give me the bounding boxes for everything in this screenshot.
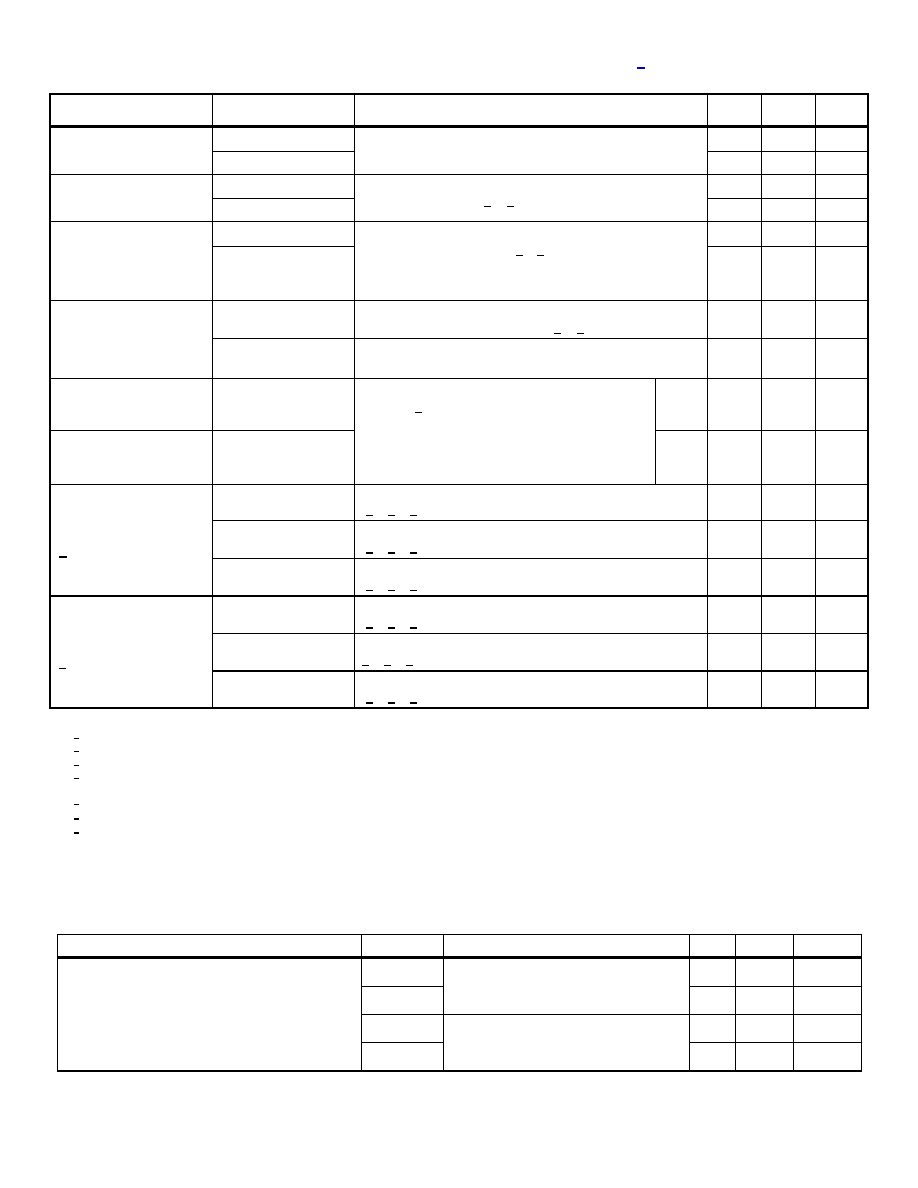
overbar-mark bbox=[366, 702, 373, 704]
table-header-divider bbox=[57, 956, 862, 959]
overbar-mark bbox=[384, 665, 391, 666]
overbar-mark bbox=[406, 665, 413, 666]
overbar-mark bbox=[577, 333, 584, 334]
overbar-mark bbox=[484, 206, 491, 207]
overbar-mark bbox=[388, 702, 395, 704]
footnote-mark bbox=[74, 818, 79, 820]
overbar-mark bbox=[388, 552, 395, 554]
overbar-mark bbox=[366, 627, 373, 629]
footnote-mark bbox=[74, 738, 79, 739]
overbar-mark bbox=[410, 515, 417, 516]
overbar-mark bbox=[537, 255, 544, 256]
overbar-mark bbox=[554, 333, 561, 334]
overbar-mark bbox=[388, 627, 395, 629]
overbar-mark bbox=[366, 515, 373, 516]
overbar-mark bbox=[410, 552, 417, 554]
overbar-mark bbox=[410, 627, 417, 629]
overbar-mark bbox=[410, 702, 417, 704]
overbar-mark bbox=[516, 255, 523, 256]
overbar-mark bbox=[366, 590, 373, 591]
overbar-mark bbox=[410, 590, 417, 591]
overbar-mark bbox=[415, 412, 422, 413]
overbar-mark bbox=[507, 206, 514, 207]
overbar-mark bbox=[59, 668, 66, 669]
footnote-mark bbox=[74, 778, 79, 779]
footnote-mark bbox=[74, 751, 79, 752]
footnote-mark bbox=[74, 804, 79, 805]
overbar-mark bbox=[362, 665, 369, 666]
overbar-mark bbox=[366, 552, 373, 554]
footnote-mark bbox=[74, 765, 79, 766]
footnotes bbox=[0, 730, 918, 840]
overbar-mark bbox=[388, 590, 395, 591]
spec-table-2 bbox=[0, 930, 918, 1080]
table-header-divider bbox=[50, 125, 869, 128]
overbar-mark bbox=[388, 515, 395, 516]
footnote-mark bbox=[74, 832, 79, 834]
overbar-mark bbox=[59, 556, 67, 558]
